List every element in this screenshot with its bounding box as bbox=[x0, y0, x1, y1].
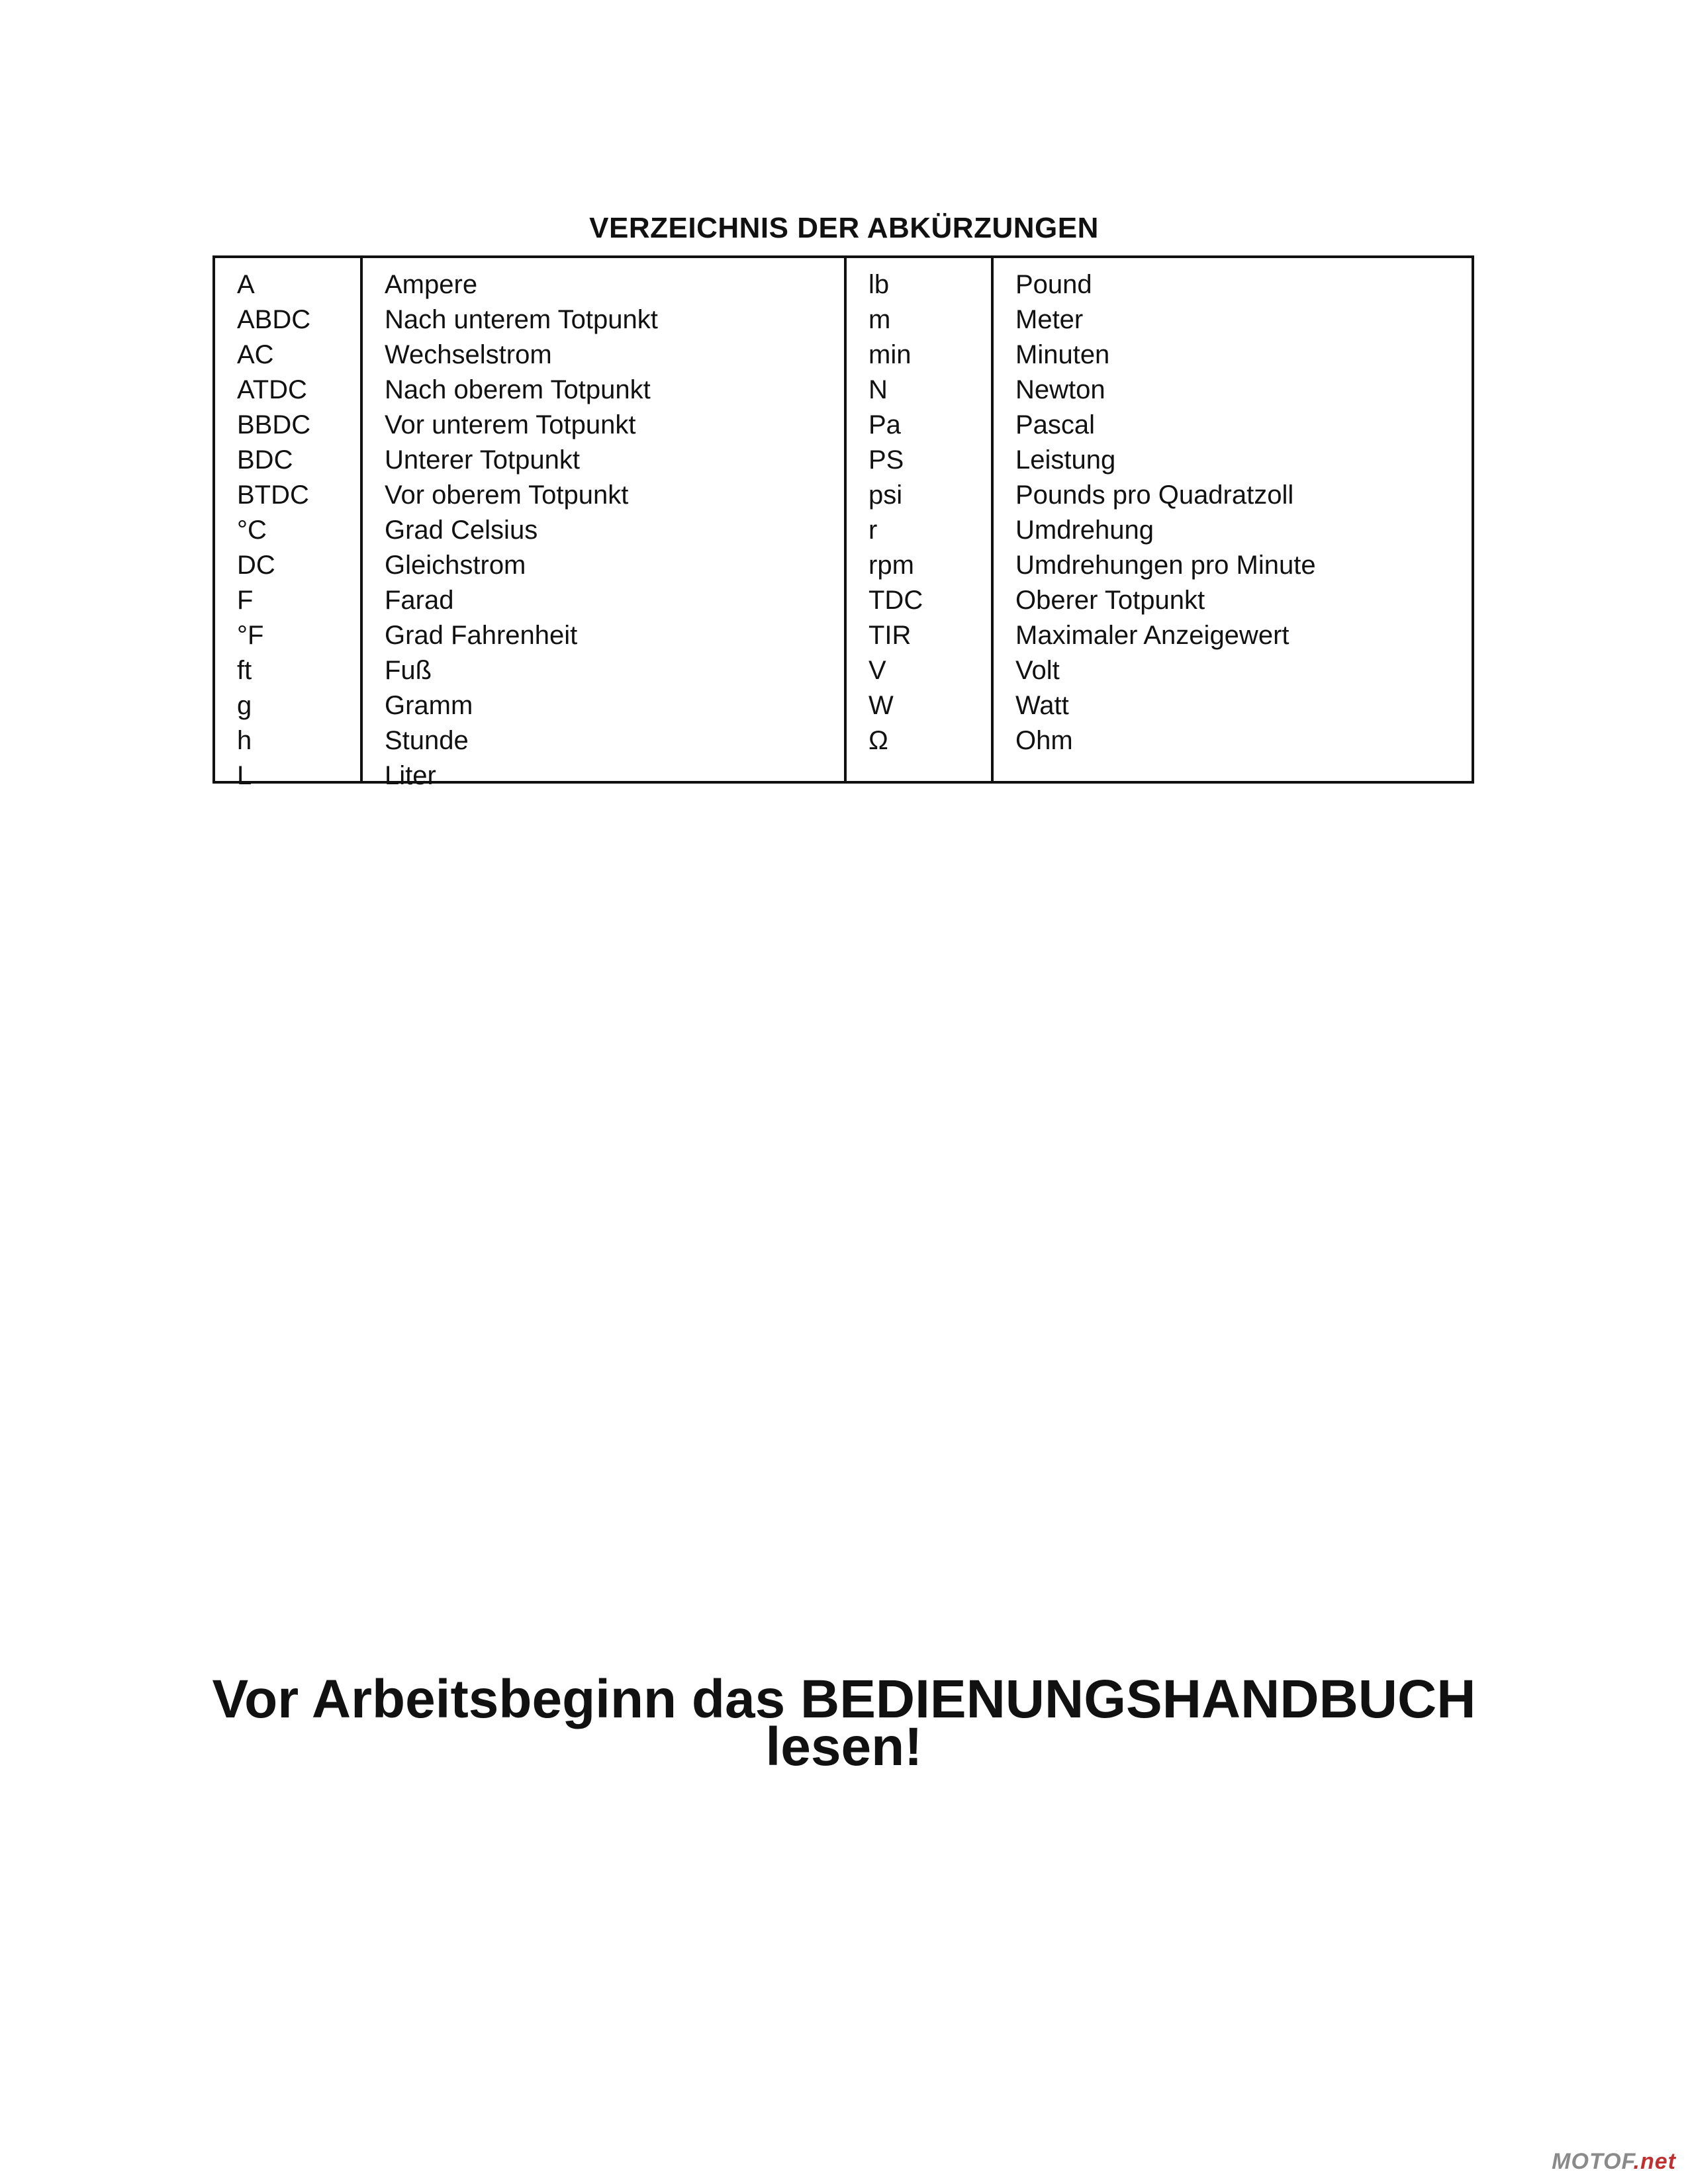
meaning-cell: Meter bbox=[1015, 305, 1084, 334]
abbreviation-cell: BTDC bbox=[237, 480, 309, 510]
meaning-cell: Oberer Totpunkt bbox=[1015, 586, 1205, 615]
right-abbreviation-column bbox=[868, 267, 923, 758]
meaning-cell: Maximaler Anzeigewert bbox=[1015, 621, 1289, 650]
abbreviation-cell: psi bbox=[868, 480, 903, 510]
meaning-cell: Grad Fahrenheit bbox=[385, 621, 578, 650]
abbreviation-cell: V bbox=[868, 656, 886, 685]
meaning-cell: Pounds pro Quadratzoll bbox=[1015, 480, 1294, 510]
meaning-cell: Pascal bbox=[1015, 410, 1096, 439]
watermark-suffix: .net bbox=[1633, 2149, 1676, 2174]
meaning-cell: Ohm bbox=[1015, 726, 1073, 755]
abbreviation-cell: ABDC bbox=[237, 305, 311, 334]
abbreviation-cell: °F bbox=[237, 621, 264, 650]
abbreviation-cell: L bbox=[237, 761, 252, 790]
left-abbreviation-column bbox=[237, 267, 310, 794]
abbreviation-cell: W bbox=[868, 691, 894, 720]
meaning-cell: Vor unterem Totpunkt bbox=[385, 410, 636, 439]
left-meaning-column bbox=[385, 267, 658, 794]
abbreviation-cell: AC bbox=[237, 340, 274, 369]
right-meaning-column bbox=[1015, 267, 1316, 758]
abbreviation-cell: TDC bbox=[868, 586, 923, 615]
abbreviation-cell: min bbox=[868, 340, 912, 369]
meaning-cell: Farad bbox=[385, 586, 454, 615]
column-divider bbox=[844, 258, 847, 781]
meaning-cell: Leistung bbox=[1015, 445, 1116, 475]
abbreviation-cell: BBDC bbox=[237, 410, 311, 439]
meaning-cell: Umdrehungen pro Minute bbox=[1015, 551, 1316, 580]
abbreviation-cell: °C bbox=[237, 516, 267, 545]
meaning-cell: Liter bbox=[385, 761, 436, 790]
abbreviation-cell: rpm bbox=[868, 551, 914, 580]
meaning-cell: Unterer Totpunkt bbox=[385, 445, 580, 475]
meaning-cell: Umdrehung bbox=[1015, 516, 1154, 545]
read-manual-notice bbox=[0, 1669, 1688, 1777]
meaning-cell: Pound bbox=[1015, 270, 1092, 299]
watermark-logo bbox=[1552, 2149, 1676, 2175]
abbreviation-cell: F bbox=[237, 586, 254, 615]
meaning-cell: Gleichstrom bbox=[385, 551, 526, 580]
meaning-cell: Vor oberem Totpunkt bbox=[385, 480, 629, 510]
abbreviation-cell: A bbox=[237, 270, 255, 299]
abbreviation-table bbox=[212, 255, 1474, 790]
meaning-cell: Fuß bbox=[385, 656, 432, 685]
abbreviation-cell: N bbox=[868, 375, 888, 404]
meaning-cell: Minuten bbox=[1015, 340, 1110, 369]
notice-line-2: lesen! bbox=[765, 1717, 923, 1777]
meaning-cell: Wechselstrom bbox=[385, 340, 552, 369]
meaning-cell: Stunde bbox=[385, 726, 469, 755]
meaning-cell: Gramm bbox=[385, 691, 473, 720]
abbreviation-cell: PS bbox=[868, 445, 904, 475]
meaning-cell: Nach oberem Totpunkt bbox=[385, 375, 651, 404]
abbreviation-cell: Ω bbox=[868, 726, 888, 755]
meaning-cell: Watt bbox=[1015, 691, 1069, 720]
meaning-cell: Volt bbox=[1015, 656, 1060, 685]
watermark-brand: MOTOF bbox=[1552, 2149, 1634, 2174]
abbreviation-cell: h bbox=[237, 726, 252, 755]
abbreviation-cell: lb bbox=[868, 270, 890, 299]
abbreviation-cell: BDC bbox=[237, 445, 293, 475]
meaning-cell: Grad Celsius bbox=[385, 516, 538, 545]
column-divider bbox=[991, 258, 994, 781]
abbreviation-cell: r bbox=[868, 516, 878, 545]
abbreviation-cell: DC bbox=[237, 551, 275, 580]
abbreviation-cell: Pa bbox=[868, 410, 901, 439]
abbreviation-cell: ft bbox=[237, 656, 252, 685]
meaning-cell: Nach unterem Totpunkt bbox=[385, 305, 658, 334]
abbreviation-cell: TIR bbox=[868, 621, 912, 650]
abbreviation-cell: g bbox=[237, 691, 252, 720]
abbreviation-cell: ATDC bbox=[237, 375, 307, 404]
page-title: VERZEICHNIS DER ABKÜRZUNGEN bbox=[589, 212, 1099, 244]
meaning-cell: Newton bbox=[1015, 375, 1105, 404]
column-divider bbox=[360, 258, 363, 781]
abbreviation-cell: m bbox=[868, 305, 891, 334]
meaning-cell: Ampere bbox=[385, 270, 478, 299]
notice-line-1: Vor Arbeitsbeginn das BEDIENUNGSHANDBUCH bbox=[212, 1669, 1476, 1729]
